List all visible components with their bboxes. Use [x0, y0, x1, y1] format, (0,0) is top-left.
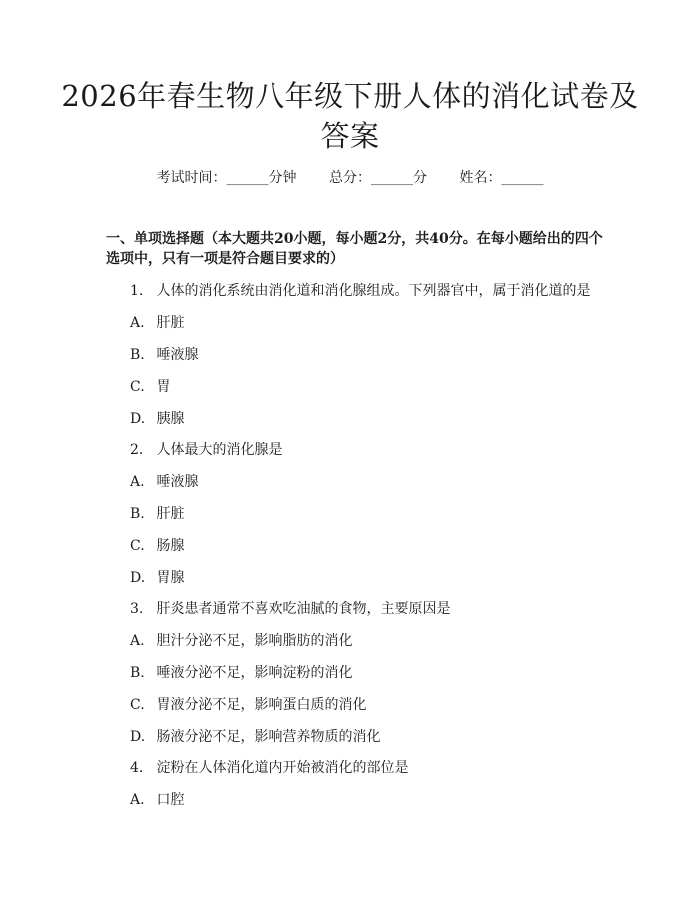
section-heading: 一、单项选择题（本大题共20小题，每小题2分，共40分。在每小题给出的四个选项中，只有一项是符合题目要求的） [106, 231, 603, 267]
answer-option [130, 727, 380, 747]
answer-option [130, 377, 170, 397]
question-number: 2. [130, 442, 144, 458]
option-letter: D. [130, 729, 146, 745]
answer-option [130, 663, 352, 683]
option-text: 肠腺 [156, 538, 185, 554]
question-stem [130, 281, 590, 301]
option-text: 肠液分泌不足，影响营养物质的消化 [156, 729, 381, 745]
option-letter: D. [130, 570, 146, 586]
answer-option [130, 345, 198, 365]
option-text: 唾液腺 [156, 474, 199, 490]
option-text: 胆汁分泌不足，影响脂肪的消化 [156, 633, 353, 649]
student-name: 姓名：______ [459, 170, 544, 186]
option-letter: B. [130, 347, 145, 363]
option-letter: A. [130, 633, 145, 649]
question-stem [130, 599, 450, 619]
exam-time: 考试时间：______分钟 [156, 170, 297, 186]
question-text: 人体最大的消化腺是 [156, 442, 283, 458]
option-letter: C. [130, 697, 145, 713]
page-title: 2026年春生物八年级下册人体的消化试卷及答案 [61, 79, 639, 153]
option-text: 唾液分泌不足，影响淀粉的消化 [156, 665, 353, 681]
question-text: 淀粉在人体消化道内开始被消化的部位是 [156, 760, 409, 776]
option-text: 胃液分泌不足，影响蛋白质的消化 [156, 697, 367, 713]
option-letter: C. [130, 379, 145, 395]
option-text: 胃 [156, 379, 171, 395]
option-letter: A. [130, 792, 145, 808]
answer-option [130, 504, 184, 524]
question-text: 肝炎患者通常不喜欢吃油腻的食物，主要原因是 [156, 601, 451, 617]
question-stem [130, 758, 408, 778]
option-text: 肝脏 [156, 506, 185, 522]
option-letter: B. [130, 506, 145, 522]
option-letter: A. [130, 474, 145, 490]
option-text: 唾液腺 [156, 347, 199, 363]
answer-option [130, 409, 184, 429]
option-letter: C. [130, 538, 145, 554]
answer-option [130, 695, 366, 715]
exam-score: 总分：______分 [329, 170, 427, 186]
question-text: 人体的消化系统由消化道和消化腺组成。下列器官中，属于消化道的是 [156, 283, 591, 299]
answer-option [130, 631, 352, 651]
answer-option [130, 790, 184, 810]
option-text: 胃腺 [156, 570, 185, 586]
option-text: 胰腺 [156, 411, 185, 427]
answer-option [130, 472, 198, 492]
answer-option [130, 313, 184, 333]
option-letter: B. [130, 665, 145, 681]
question-number: 4. [130, 760, 144, 776]
question-number: 3. [130, 601, 144, 617]
question-stem [130, 440, 282, 460]
exam-meta [0, 168, 700, 188]
option-letter: D. [130, 411, 146, 427]
question-number: 1. [130, 283, 144, 299]
answer-option [130, 536, 184, 556]
option-text: 肝脏 [156, 315, 185, 331]
answer-option [130, 568, 184, 588]
option-letter: A. [130, 315, 145, 331]
option-text: 口腔 [156, 792, 185, 808]
